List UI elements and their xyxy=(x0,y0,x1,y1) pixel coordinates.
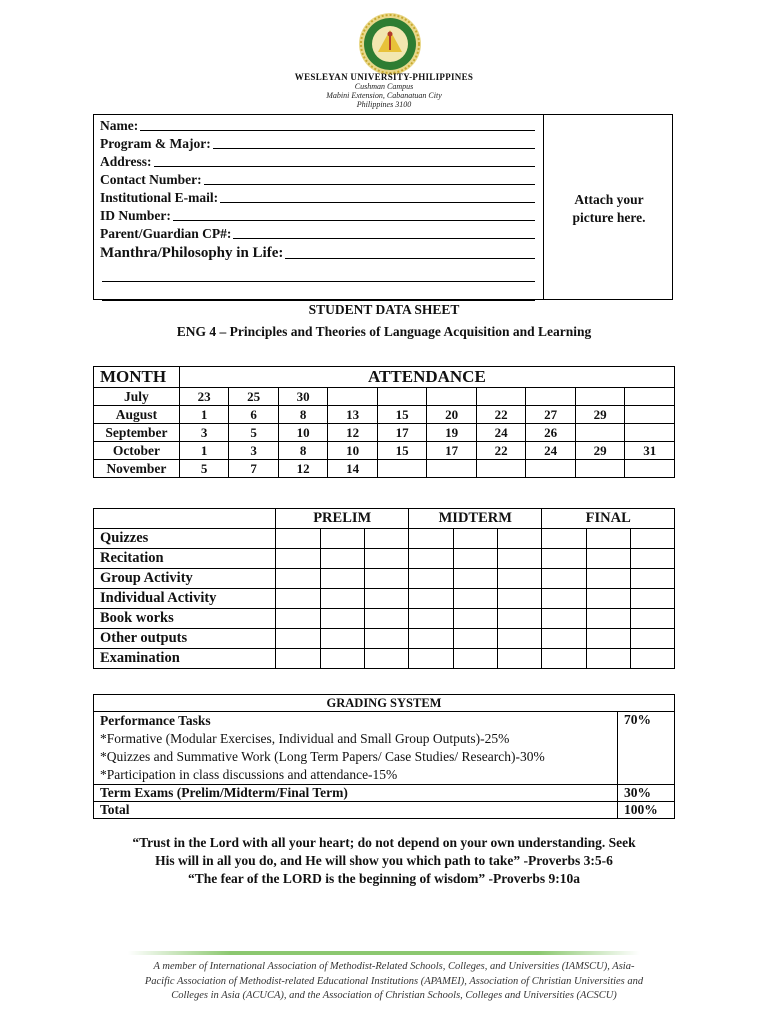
month-cell: July xyxy=(94,388,180,406)
grading-item: *Participation in class discussions and attendance-15% xyxy=(100,767,398,782)
grade-entry-cell[interactable] xyxy=(364,589,408,609)
email-line[interactable] xyxy=(220,189,535,203)
contact-field[interactable] xyxy=(100,171,537,189)
grade-entry-cell[interactable] xyxy=(586,569,630,589)
membership-footer xyxy=(110,960,678,1004)
attendance-day-cell xyxy=(377,460,427,478)
id-number-label: ID Number: xyxy=(100,208,171,223)
attendance-day-cell: 23 xyxy=(179,388,229,406)
attendance-day-cell: 12 xyxy=(328,424,378,442)
grade-row-label: Quizzes xyxy=(94,529,276,549)
grade-entry-cell[interactable] xyxy=(364,629,408,649)
attendance-day-cell: 24 xyxy=(476,424,526,442)
grade-row xyxy=(94,529,675,549)
photo-placeholder[interactable] xyxy=(546,191,672,227)
prelim-header: PRELIM xyxy=(276,509,409,529)
grade-entry-cell[interactable] xyxy=(630,529,674,549)
footer-line-2: Pacific Association of Methodist-related Educational Institutions (APAMEI), Association of Christian Universities and xyxy=(144,975,644,987)
attendance-day-cell xyxy=(427,460,477,478)
attendance-row xyxy=(94,424,675,442)
grade-row-label: Book works xyxy=(94,609,276,629)
term-exams-label: Term Exams (Prelim/Midterm/Final Term) xyxy=(94,785,618,802)
grades-corner-cell xyxy=(94,509,276,529)
contact-line[interactable] xyxy=(204,171,535,185)
grade-entry-cell[interactable] xyxy=(276,529,320,549)
student-info-fields xyxy=(94,115,544,299)
grade-entry-cell[interactable] xyxy=(409,609,453,629)
midterm-header: MIDTERM xyxy=(409,509,542,529)
attendance-day-cell: 5 xyxy=(229,424,279,442)
grades-table xyxy=(93,508,675,669)
grade-entry-cell[interactable] xyxy=(630,549,674,569)
attendance-day-cell xyxy=(625,460,675,478)
campus-address: Mabini Extension, Cabanatuan City xyxy=(326,91,442,100)
attendance-day-cell xyxy=(625,406,675,424)
grade-row-label: Recitation xyxy=(94,549,276,569)
attendance-day-cell: 15 xyxy=(377,406,427,424)
attendance-day-cell xyxy=(526,460,576,478)
philosophy-line[interactable] xyxy=(285,243,535,259)
seal-torch xyxy=(389,36,391,50)
grade-entry-cell[interactable] xyxy=(409,589,453,609)
address-line[interactable] xyxy=(154,153,535,167)
term-exams-row xyxy=(94,785,675,802)
attendance-day-cell xyxy=(575,388,625,406)
attendance-day-cell: 22 xyxy=(476,442,526,460)
program-field[interactable] xyxy=(100,135,537,153)
email-field[interactable] xyxy=(100,189,537,207)
name-label: Name: xyxy=(100,118,139,133)
grade-entry-cell[interactable] xyxy=(409,569,453,589)
guardian-cp-line[interactable] xyxy=(233,225,535,239)
attendance-row xyxy=(94,442,675,460)
grade-row xyxy=(94,569,675,589)
grade-entry-cell[interactable] xyxy=(542,549,586,569)
attendance-day-cell: 13 xyxy=(328,406,378,424)
grade-entry-cell[interactable] xyxy=(320,649,364,669)
grade-entry-cell[interactable] xyxy=(497,549,541,569)
attendance-day-cell: 17 xyxy=(377,424,427,442)
grade-entry-cell[interactable] xyxy=(320,549,364,569)
grade-entry-cell[interactable] xyxy=(630,629,674,649)
grade-entry-cell[interactable] xyxy=(409,629,453,649)
sheet-title: STUDENT DATA SHEET xyxy=(308,302,460,317)
grade-row xyxy=(94,549,675,569)
philosophy-label: Manthra/Philosophy in Life: xyxy=(100,245,284,261)
grade-row-label: Individual Activity xyxy=(94,589,276,609)
grade-entry-cell[interactable] xyxy=(586,629,630,649)
grade-entry-cell[interactable] xyxy=(364,549,408,569)
attendance-day-cell: 7 xyxy=(229,460,279,478)
grading-system-table xyxy=(93,694,675,819)
grade-row-label: Other outputs xyxy=(94,629,276,649)
attendance-day-cell xyxy=(476,460,526,478)
philosophy-field[interactable] xyxy=(100,243,537,263)
attendance-day-cell: 5 xyxy=(179,460,229,478)
grade-entry-cell[interactable] xyxy=(364,649,408,669)
attendance-day-cell: 20 xyxy=(427,406,477,424)
attendance-day-cell: 10 xyxy=(278,424,328,442)
attendance-day-cell: 1 xyxy=(179,442,229,460)
grade-entry-cell[interactable] xyxy=(497,609,541,629)
attendance-day-cell: 3 xyxy=(229,442,279,460)
address-label: Address: xyxy=(100,154,152,169)
attendance-day-cell: 8 xyxy=(278,406,328,424)
performance-tasks-pct: 70% xyxy=(618,712,675,785)
attendance-day-cell: 12 xyxy=(278,460,328,478)
attendance-day-cell: 25 xyxy=(229,388,279,406)
grade-row xyxy=(94,609,675,629)
grade-entry-cell[interactable] xyxy=(409,549,453,569)
grade-entry-cell[interactable] xyxy=(320,529,364,549)
grade-entry-cell[interactable] xyxy=(409,529,453,549)
attendance-day-cell xyxy=(625,388,675,406)
grade-entry-cell[interactable] xyxy=(586,549,630,569)
grade-row-label: Examination xyxy=(94,649,276,669)
grade-entry-cell[interactable] xyxy=(409,649,453,669)
attendance-day-cell: 29 xyxy=(575,442,625,460)
performance-tasks-row xyxy=(94,712,675,785)
attendance-day-cell: 31 xyxy=(625,442,675,460)
attendance-table xyxy=(93,366,675,478)
attendance-day-cell xyxy=(377,388,427,406)
grade-entry-cell[interactable] xyxy=(542,589,586,609)
grade-entry-cell[interactable] xyxy=(630,589,674,609)
guardian-cp-field[interactable] xyxy=(100,225,537,243)
attendance-day-cell: 29 xyxy=(575,406,625,424)
university-name: WESLEYAN UNIVERSITY-PHILIPPINES xyxy=(294,72,474,82)
philosophy-extra-line[interactable] xyxy=(102,282,535,301)
attendance-row xyxy=(94,460,675,478)
grade-entry-cell[interactable] xyxy=(276,629,320,649)
grade-entry-cell[interactable] xyxy=(364,529,408,549)
contact-label: Contact Number: xyxy=(100,172,202,187)
total-pct: 100% xyxy=(618,802,675,819)
attendance-day-cell xyxy=(427,388,477,406)
attendance-day-cell xyxy=(476,388,526,406)
program-label: Program & Major: xyxy=(100,136,211,151)
email-label: Institutional E-mail: xyxy=(100,190,219,205)
footer-line-1: A member of International Association of Methodist-Related Schools, Colleges, and Universities (IAMSCU), Asia- xyxy=(153,961,635,972)
address-field[interactable] xyxy=(100,153,537,171)
grade-entry-cell[interactable] xyxy=(630,609,674,629)
grade-entry-cell[interactable] xyxy=(364,569,408,589)
grades-header-row xyxy=(94,509,675,529)
attendance-day-cell xyxy=(526,388,576,406)
grade-entry-cell[interactable] xyxy=(586,589,630,609)
campus-country: Philippines 3100 xyxy=(356,100,412,109)
attendance-day-cell: 26 xyxy=(526,424,576,442)
attendance-day-cell xyxy=(625,424,675,442)
footer-line-3: Colleges in Asia (ACUCA), and the Association of Christian Schools, Colleges and Universities (ACSCU) xyxy=(171,990,617,1001)
grade-entry-cell[interactable] xyxy=(276,589,320,609)
bible-quote-line-3: “The fear of the LORD is the beginning of wisdom” -Proverbs 9:10a xyxy=(187,871,581,886)
attendance-day-cell xyxy=(328,388,378,406)
attendance-day-cell: 1 xyxy=(179,406,229,424)
philosophy-extra-line[interactable] xyxy=(102,263,535,282)
grade-entry-cell[interactable] xyxy=(453,569,497,589)
attendance-day-cell: 19 xyxy=(427,424,477,442)
grade-entry-cell[interactable] xyxy=(453,549,497,569)
month-header: MONTH xyxy=(94,367,180,388)
id-number-line[interactable] xyxy=(173,207,535,221)
seal-flame xyxy=(388,32,393,37)
grade-entry-cell[interactable] xyxy=(542,529,586,549)
grade-entry-cell[interactable] xyxy=(453,649,497,669)
footer-divider xyxy=(128,951,640,955)
bible-quote-line-1: “Trust in the Lord with all your heart; do not depend on your own understanding. Seek xyxy=(132,835,636,850)
attendance-day-cell: 30 xyxy=(278,388,328,406)
grade-entry-cell[interactable] xyxy=(320,629,364,649)
total-row xyxy=(94,802,675,819)
grade-entry-cell[interactable] xyxy=(497,529,541,549)
grade-entry-cell[interactable] xyxy=(364,609,408,629)
campus-name: Cushman Campus xyxy=(354,82,414,91)
grade-entry-cell[interactable] xyxy=(453,589,497,609)
grade-entry-cell[interactable] xyxy=(542,629,586,649)
name-field[interactable] xyxy=(100,117,537,135)
grade-entry-cell[interactable] xyxy=(542,609,586,629)
photo-label-line-2: picture here. xyxy=(572,210,646,225)
attendance-day-cell: 22 xyxy=(476,406,526,424)
grade-entry-cell[interactable] xyxy=(453,529,497,549)
grade-entry-cell[interactable] xyxy=(586,649,630,669)
attendance-header: ATTENDANCE xyxy=(179,367,674,388)
grade-entry-cell[interactable] xyxy=(630,569,674,589)
grade-entry-cell[interactable] xyxy=(276,609,320,629)
grading-system-title: GRADING SYSTEM xyxy=(94,695,675,712)
grade-entry-cell[interactable] xyxy=(320,589,364,609)
grade-entry-cell[interactable] xyxy=(453,609,497,629)
total-label: Total xyxy=(94,802,618,819)
university-header xyxy=(0,72,768,109)
grade-entry-cell[interactable] xyxy=(497,629,541,649)
month-cell: September xyxy=(94,424,180,442)
attendance-day-cell: 15 xyxy=(377,442,427,460)
bible-quote-line-2: His will in all you do, and He will show you which path to take” -Proverbs 3:5-6 xyxy=(155,853,613,868)
grade-entry-cell[interactable] xyxy=(586,609,630,629)
grade-entry-cell[interactable] xyxy=(320,609,364,629)
grade-entry-cell[interactable] xyxy=(542,569,586,589)
attendance-day-cell xyxy=(575,424,625,442)
month-cell: August xyxy=(94,406,180,424)
guardian-cp-label: Parent/Guardian CP#: xyxy=(100,226,232,241)
attendance-day-cell: 8 xyxy=(278,442,328,460)
grade-entry-cell[interactable] xyxy=(586,529,630,549)
attendance-day-cell: 6 xyxy=(229,406,279,424)
attendance-day-cell: 14 xyxy=(328,460,378,478)
grade-entry-cell[interactable] xyxy=(542,649,586,669)
attendance-day-cell: 17 xyxy=(427,442,477,460)
grade-entry-cell[interactable] xyxy=(276,569,320,589)
grade-row-label: Group Activity xyxy=(94,569,276,589)
final-header: FINAL xyxy=(542,509,675,529)
grade-entry-cell[interactable] xyxy=(276,649,320,669)
term-exams-pct: 30% xyxy=(618,785,675,802)
grading-item: *Quizzes and Summative Work (Long Term Papers/ Case Studies/ Research)-30% xyxy=(100,749,545,764)
university-seal-logo xyxy=(358,12,422,76)
grade-entry-cell[interactable] xyxy=(497,569,541,589)
id-number-field[interactable] xyxy=(100,207,537,225)
grade-row xyxy=(94,649,675,669)
attendance-day-cell: 24 xyxy=(526,442,576,460)
grade-row xyxy=(94,629,675,649)
photo-label-line-1: Attach your xyxy=(574,192,644,207)
student-info-box xyxy=(93,114,673,300)
grade-entry-cell[interactable] xyxy=(497,649,541,669)
attendance-row xyxy=(94,388,675,406)
attendance-day-cell: 10 xyxy=(328,442,378,460)
attendance-header-row xyxy=(94,367,675,388)
grade-entry-cell[interactable] xyxy=(630,649,674,669)
month-cell: November xyxy=(94,460,180,478)
course-title: ENG 4 – Principles and Theories of Language Acquisition and Learning xyxy=(176,324,592,339)
grade-row xyxy=(94,589,675,609)
month-cell: October xyxy=(94,442,180,460)
grade-entry-cell[interactable] xyxy=(497,589,541,609)
attendance-day-cell xyxy=(575,460,625,478)
grade-entry-cell[interactable] xyxy=(320,569,364,589)
performance-tasks-cell xyxy=(94,712,618,785)
attendance-row xyxy=(94,406,675,424)
name-line[interactable] xyxy=(140,117,535,131)
grade-entry-cell[interactable] xyxy=(453,629,497,649)
grade-entry-cell[interactable] xyxy=(276,549,320,569)
attendance-day-cell: 3 xyxy=(179,424,229,442)
program-line[interactable] xyxy=(213,135,535,149)
grading-item: *Formative (Modular Exercises, Individual and Small Group Outputs)-25% xyxy=(100,731,510,746)
attendance-day-cell: 27 xyxy=(526,406,576,424)
performance-tasks-label: Performance Tasks xyxy=(100,713,211,728)
